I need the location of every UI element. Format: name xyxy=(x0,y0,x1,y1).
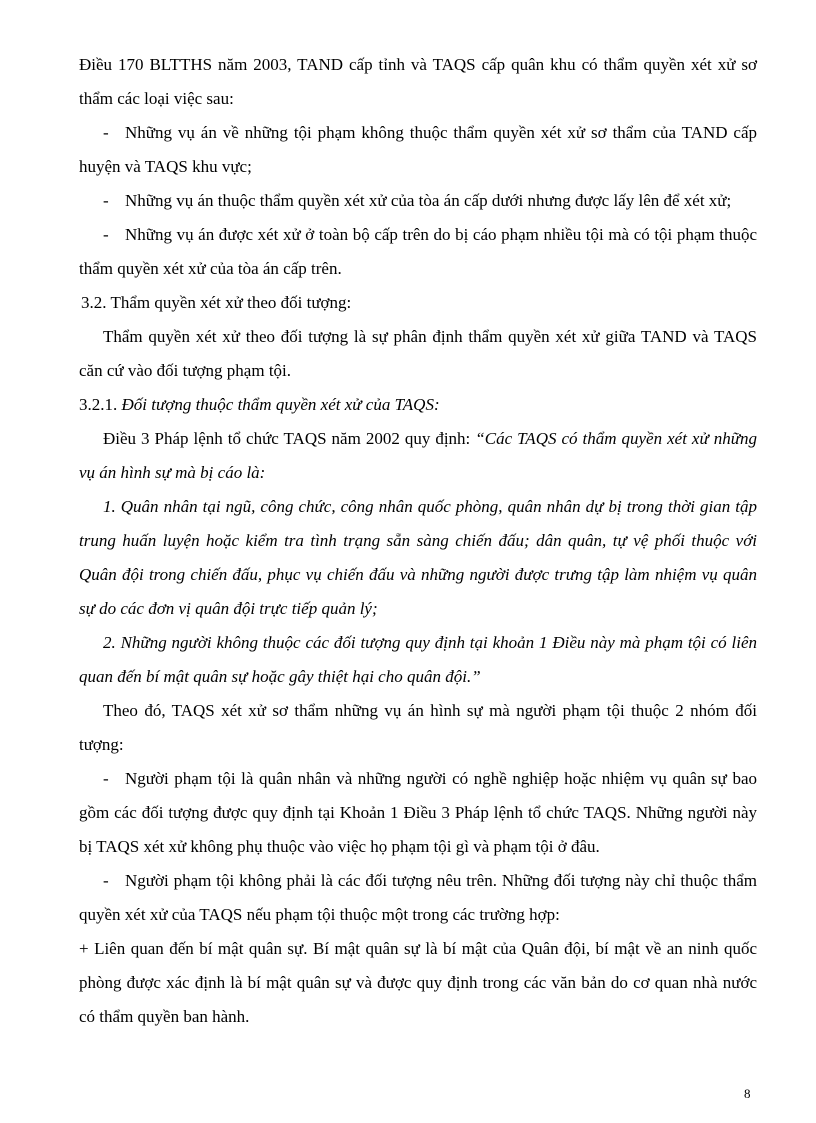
bullet-item xyxy=(79,184,757,218)
bullet-item xyxy=(79,116,757,184)
paragraph-definition: Thẩm quyền xét xử theo đối tượng là sự phân định thẩm quyền xét xử giữa TAND và TAQS căn cứ vào đối tượng phạm tội. xyxy=(79,327,757,380)
bullet-item xyxy=(79,762,757,864)
bullet-item xyxy=(79,218,757,286)
section-heading-3-2-1 xyxy=(79,388,757,422)
heading-title: Đối tượng thuộc thẩm quyền xét xử của TAQS: xyxy=(121,395,440,414)
bullet-dash: - xyxy=(103,191,109,210)
bullet-text: Người phạm tội là quân nhân và những người có nghề nghiệp hoặc nhiệm vụ quân sự bao gồm các đối tượng được quy định tại Khoản 1 Điều 3 Pháp lệnh tổ chức TAQS. Những người này bị TAQS xét xử không phụ thuộc vào việc họ phạm tội gì và phạm tội ở đâu. xyxy=(79,769,757,856)
regulation-quote: “Các TAQS có thẩm quyền xét xử những vụ án hình sự mà bị cáo là: xyxy=(79,429,758,482)
document-body xyxy=(79,48,757,1034)
paragraph-conclusion: Theo đó, TAQS xét xử sơ thẩm những vụ án hình sự mà người phạm tội thuộc 2 nhóm đối tượng: xyxy=(79,701,757,754)
heading-number: 3.2.1. xyxy=(79,395,118,414)
bullet-text: Người phạm tội không phải là các đối tượng nêu trên. Những đối tượng này chỉ thuộc thẩm quyền xét xử của TAQS nếu phạm tội thuộc một trong các trường hợp: xyxy=(79,871,757,924)
bullet-item xyxy=(79,864,757,932)
bullet-dash: - xyxy=(103,225,109,244)
bullet-text: Những vụ án thuộc thẩm quyền xét xử của tòa án cấp dưới nhưng được lấy lên để xét xử; xyxy=(125,191,732,210)
section-heading-3-2: 3.2. Thẩm quyền xét xử theo đối tượng: xyxy=(81,293,352,312)
bullet-dash: - xyxy=(103,123,109,142)
paragraph-regulation xyxy=(79,422,757,490)
bullet-dash: - xyxy=(103,871,109,890)
regulation-lead: Điều 3 Pháp lệnh tổ chức TAQS năm 2002 quy định: xyxy=(103,429,471,448)
page-number: 8 xyxy=(744,1086,751,1101)
bullet-dash: - xyxy=(103,769,109,788)
quote-item-1: 1. Quân nhân tại ngũ, công chức, công nhân quốc phòng, quân nhân dự bị trong thời gian tập trung huấn luyện hoặc kiểm tra tình trạng sẵn sàng chiến đấu; dân quân, tự vệ phối thuộc với Quân đội trong chiến đấu, phục vụ chiến đấu và những người được trưng tập làm nhiệm vụ quân sự do các đơn vị quân đội trực tiếp quản lý; xyxy=(79,497,757,618)
paragraph-secret: + Liên quan đến bí mật quân sự. Bí mật quân sự là bí mật của Quân đội, bí mật về an ninh quốc phòng được xác định là bí mật quân sự và được quy định trong các văn bản do cơ quan nhà nước có thẩm quyền ban hành. xyxy=(79,939,757,1026)
quote-item-2: 2. Những người không thuộc các đối tượng quy định tại khoản 1 Điều này mà phạm tội có liên quan đến bí mật quân sự hoặc gây thiệt hại cho quân đội.” xyxy=(79,633,757,686)
bullet-text: Những vụ án được xét xử ở toàn bộ cấp trên do bị cáo phạm nhiều tội mà có tội phạm thuộc thẩm quyền xét xử của tòa án cấp trên. xyxy=(79,225,757,278)
paragraph-intro: Điều 170 BLTTHS năm 2003, TAND cấp tỉnh và TAQS cấp quân khu có thẩm quyền xét xử sơ thẩm các loại việc sau: xyxy=(79,55,757,108)
bullet-text: Những vụ án về những tội phạm không thuộc thẩm quyền xét xử sơ thẩm của TAND cấp huyện và TAQS khu vực; xyxy=(79,123,757,176)
